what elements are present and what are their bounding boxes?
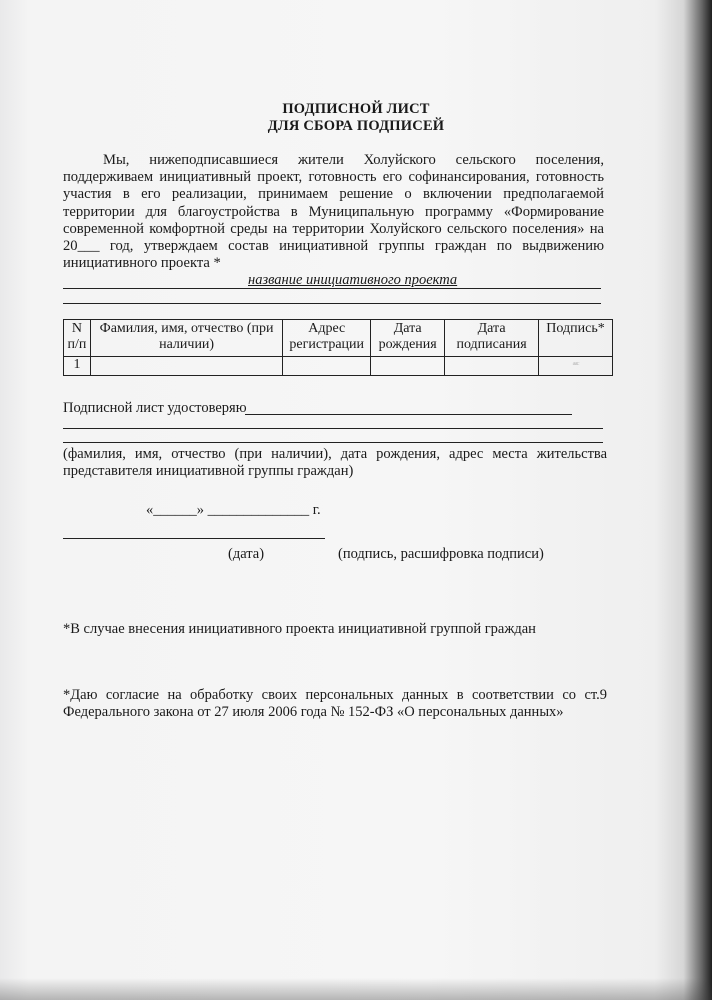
document-subtitle: ДЛЯ СБОРА ПОДПИСЕЙ: [267, 118, 445, 134]
date-caption: (дата): [228, 546, 265, 562]
footnote-initiative-group: *В случае внесения инициативного проекта инициативной группой граждан: [63, 621, 536, 637]
column-header-number: N п/п: [64, 320, 91, 357]
column-header-full-name: Фамилия, имя, отчество (при наличии): [90, 320, 282, 357]
certifier-line-2[interactable]: [63, 428, 603, 429]
column-header-signing-date: Дата подписания: [445, 320, 539, 357]
certification-label: Подписной лист удостоверяю: [63, 400, 247, 416]
birth-date-cell[interactable]: [371, 357, 445, 376]
project-name-hint: название инициативного проекта: [248, 272, 458, 288]
certifier-hint: (фамилия, имя, отчество (при наличии), дата рождения, адрес места жительства представителя инициативной группы граждан): [63, 446, 607, 480]
full-name-cell[interactable]: [90, 357, 282, 376]
certifier-line[interactable]: [245, 414, 572, 415]
date-field[interactable]: «______» ______________ г.: [146, 502, 321, 518]
column-header-signature: Подпись*: [539, 320, 613, 357]
signature-caption: (подпись, расшифровка подписи): [338, 546, 544, 562]
column-header-birth-date: Дата рождения: [371, 320, 445, 357]
address-cell[interactable]: [283, 357, 371, 376]
table-row: [64, 357, 613, 376]
signature-line[interactable]: [63, 538, 325, 539]
certifier-line-3[interactable]: [63, 442, 603, 443]
table-header-row: [64, 320, 613, 357]
row-number-cell: 1: [64, 357, 91, 376]
signature-cell[interactable]: [539, 357, 613, 376]
project-name-line-2[interactable]: [63, 303, 601, 304]
footnote-personal-data-consent: *Даю согласие на обработку своих персональных данных в соответствии со ст.9 Федерального закона от 27 июля 2006 года № 152-ФЗ «О персональных данных»: [63, 687, 607, 721]
column-header-address: Адрес регистрации: [283, 320, 371, 357]
signature-table: [63, 319, 613, 376]
signature-mark: ᵃᵃᶜ: [572, 359, 579, 371]
document-title: ПОДПИСНОЙ ЛИСТ: [282, 101, 430, 117]
intro-paragraph: Мы, нижеподписавшиеся жители Холуйского сельского поселения, поддерживаем инициативный проект, готовность его софинансирования, готовность участия в его реализации, принимаем решение о включении предполагаемой территории для благоустройства в Муниципальную программу «Формирование современной комфортной среды на территории Холуйского сельского поселения» на 20___ год, утверждаем состав инициативной группы граждан по выдвижению инициативного проекта *: [63, 152, 604, 272]
signing-date-cell[interactable]: [445, 357, 539, 376]
